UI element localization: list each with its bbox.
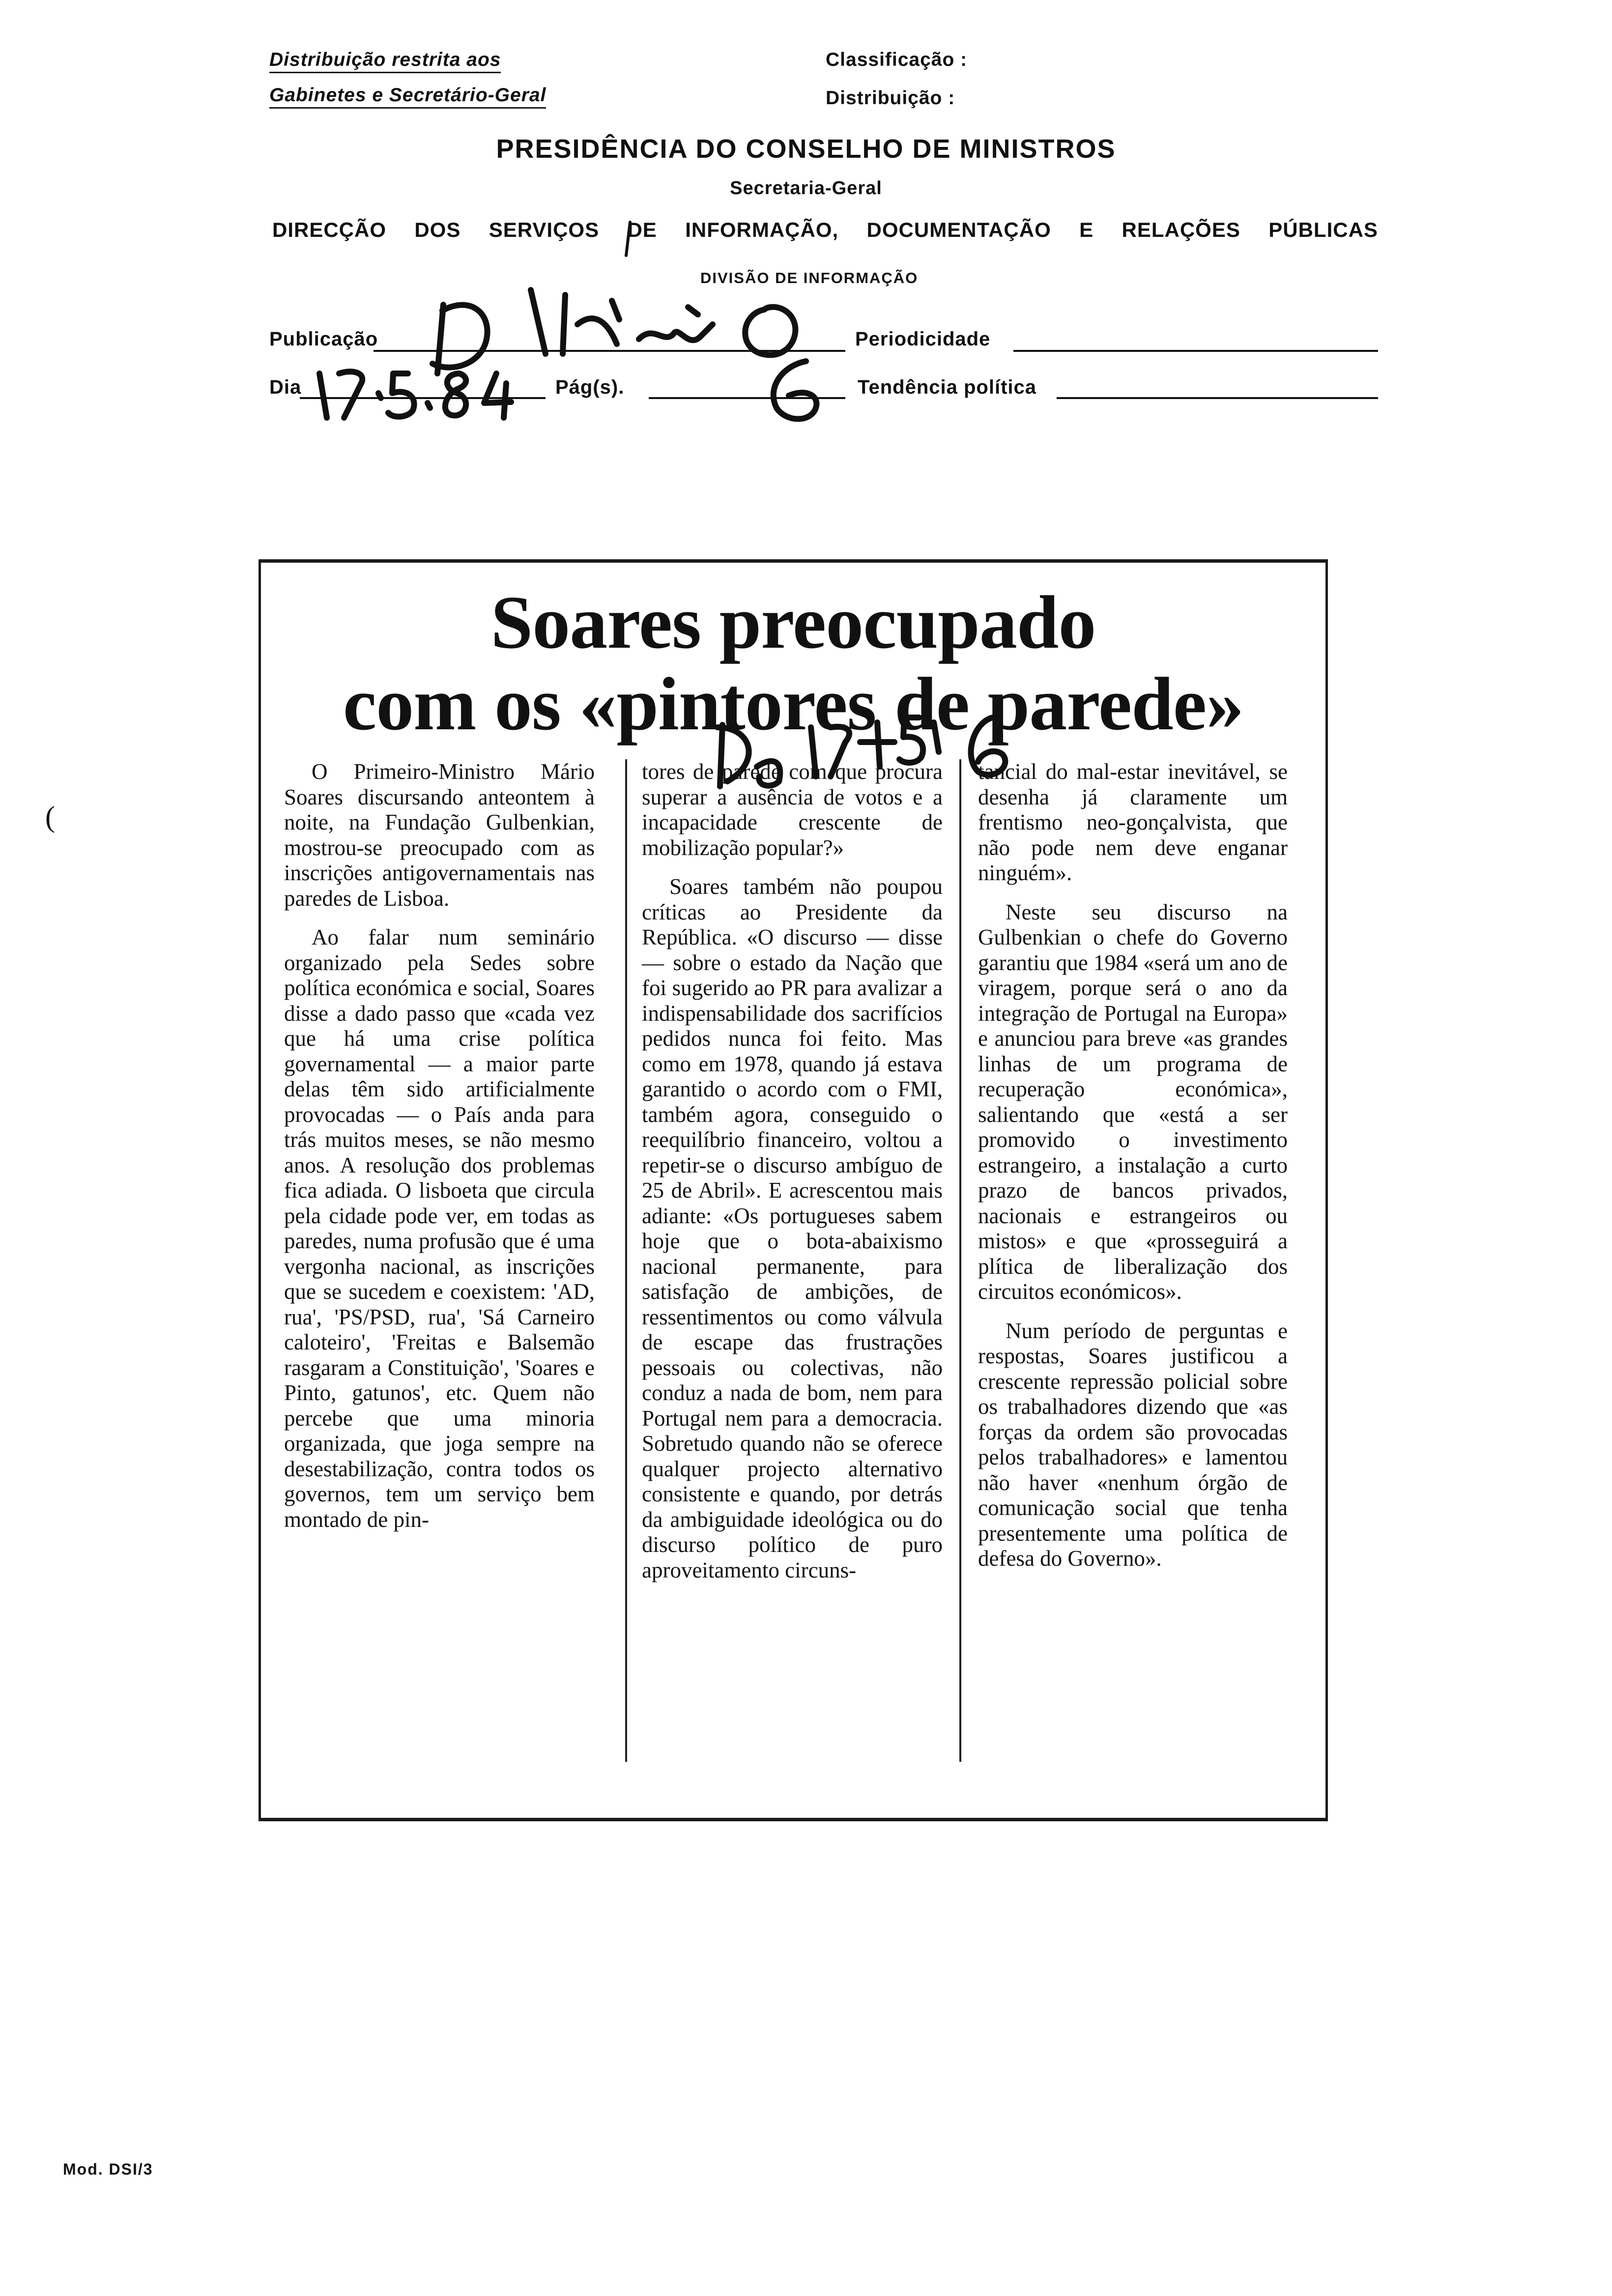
headline-line-2: com os «pintores de parede» — [343, 662, 1244, 746]
divisao-informacao: DIVISÃO DE INFORMAÇÃO — [700, 269, 919, 287]
handwritten-date-17 — [319, 372, 362, 418]
column-rule-2 — [959, 759, 961, 1762]
direccao-word: DE — [627, 218, 657, 241]
secretaria-geral: Secretaria-Geral — [730, 178, 882, 199]
direccao-word: DOCUMENTAÇÃO — [866, 218, 1051, 241]
periodicidade-label: Periodicidade — [855, 328, 991, 350]
article-paragraph: O Primeiro-Ministro Mário Soares discursando anteontem à noite, na Fundação Gulbenkian, mostrou-se preocupado com as inscrições antigovernamentais nas paredes de Lisboa. — [284, 759, 595, 911]
direccao-word: E — [1079, 218, 1094, 241]
direccao-word: PÚBLICAS — [1268, 218, 1378, 241]
article-column-3 — [978, 759, 1288, 1585]
classificacao-label: Classificação : — [826, 49, 968, 70]
publicacao-label: Publicação — [269, 328, 378, 350]
article-paragraph: tancial do mal-estar inevitável, se desenha já claramente um frentismo neo-gonçalvista, que não pode nem deve enganar ninguém». — [978, 759, 1288, 885]
article-column-1 — [284, 759, 595, 1546]
direccao-word: SERVIÇOS — [489, 218, 600, 241]
pen-tick-mark — [626, 222, 630, 256]
pags-label: Pág(s). — [555, 376, 625, 398]
distribution-line-1: Distribuição restrita aos — [269, 49, 501, 73]
article-paragraph: Soares também não poupou críticas ao Presidente da República. «O discurso — disse — sobre o estado da Nação que foi sugerido ao PR para avalizar a indispensabilidade dos sacrifícios pedidos nunca foi feito. Mas como em 1978, quando já estava garantido o acordo com o FMI, também agora, conseguido o reequilíbrio financeiro, voltou a repetir-se o discurso ambíguo de 25 de Abril». E acrescentou mais adiante: «Os portugueses sabem hoje que o bota-abaixismo nacional permanente, para satisfação de ambições, de ressentimentos ou como válvula de escape das frustrações pessoais ou colectivas, não conduz a nada de bom, nem para Portugal nem para a democracia. Sobretudo quando não se oferece qualquer projecto alternativo consistente e quando, por detrás da ambiguidade ideológica ou do discurso político de puro aproveitamento circuns- — [642, 874, 943, 1582]
article-column-2 — [642, 759, 943, 1597]
direccao-word: INFORMAÇÃO, — [685, 218, 839, 241]
handwritten-date-8 — [428, 373, 466, 415]
distribution-line-2: Gabinetes e Secretário-Geral — [269, 85, 546, 109]
tendencia-label: Tendência política — [858, 376, 1036, 398]
handwritten-date-5 — [378, 373, 414, 417]
article-paragraph: tores de parede com que procura superar a ausência de votos e a incapacidade crescente de mobilização popular?» — [642, 759, 943, 860]
handwritten-5 — [899, 718, 939, 763]
handwritten-annotations — [0, 0, 1612, 442]
presidency-title: PRESIDÊNCIA DO CONSELHO DE MINISTROS — [496, 134, 1116, 164]
headline-line-1: Soares preocupado — [490, 581, 1096, 664]
dia-label: Dia — [269, 376, 302, 398]
column-rule-1 — [625, 759, 627, 1762]
article-paragraph: Ao falar num seminário organizado pela Sedes sobre política económica e social, Soares disse a dado passo que «cada vez que há uma crise política governamental — a maior parte delas têm sido artificialmente provocadas — o País anda para trás muitos meses, se não mesmo anos. A resolução dos problemas fica adiada. O lisboeta que circula pela cidade pode ver, em todas as paredes, numa profusão que é uma vergonha nacional, as inscrições que se sucedem e coexistem: 'AD, rua', 'PS/PSD, rua', 'Sá Carneiro caloteiro', 'Freitas e Balsemão rasgaram a Constituição', 'Soares e Pinto, gatunos', etc. Quem não percebe que uma minoria organizada, que joga sempre na desestabilização, contra todos os governos, tem um serviço bem montado de pin- — [284, 925, 595, 1532]
direccao-word: DIRECÇÃO — [272, 218, 387, 241]
direccao-word: DOS — [414, 218, 461, 241]
article-paragraph: Neste seu discurso na Gulbenkian o chefe do Governo garantiu que 1984 «será um ano de viragem, porque será o ano da integração de Portugal na Europa» e anunciou para breve «as grandes linhas de um programa de recuperação económica», salientando que «está a ser promovido o investimento estrangeiro, a instalação a curto prazo de bancos privados, nacionais e estrangeiros ou mistos» e que «prosseguirá a plítica de liberalização dos circuitos económicos». — [978, 899, 1288, 1304]
handwritten-page-6 — [774, 361, 817, 419]
margin-bracket-mark: ( — [45, 801, 55, 833]
handwritten-date-4 — [484, 373, 511, 418]
distribuicao-label: Distribuição : — [826, 87, 955, 109]
direccao-word: RELAÇÕES — [1122, 218, 1240, 241]
handwritten-o-glyph — [745, 307, 795, 355]
handwritten-d-glyph — [432, 305, 488, 373]
model-code: Mod. DSI/3 — [63, 2160, 153, 2178]
handwritten-r-i-glyph — [639, 307, 713, 340]
article-paragraph: Num período de perguntas e respostas, Soares justificou a crescente repressão policial sobre os trabalhadores dizendo que «as forças da ordem são provocadas pelos trabalhadores» e lamentou não haver «nenhum órgão de comunicação social que tenha presentemente uma política de defesa do Governo». — [978, 1318, 1288, 1571]
handwritten-i-a-glyph — [531, 290, 619, 354]
